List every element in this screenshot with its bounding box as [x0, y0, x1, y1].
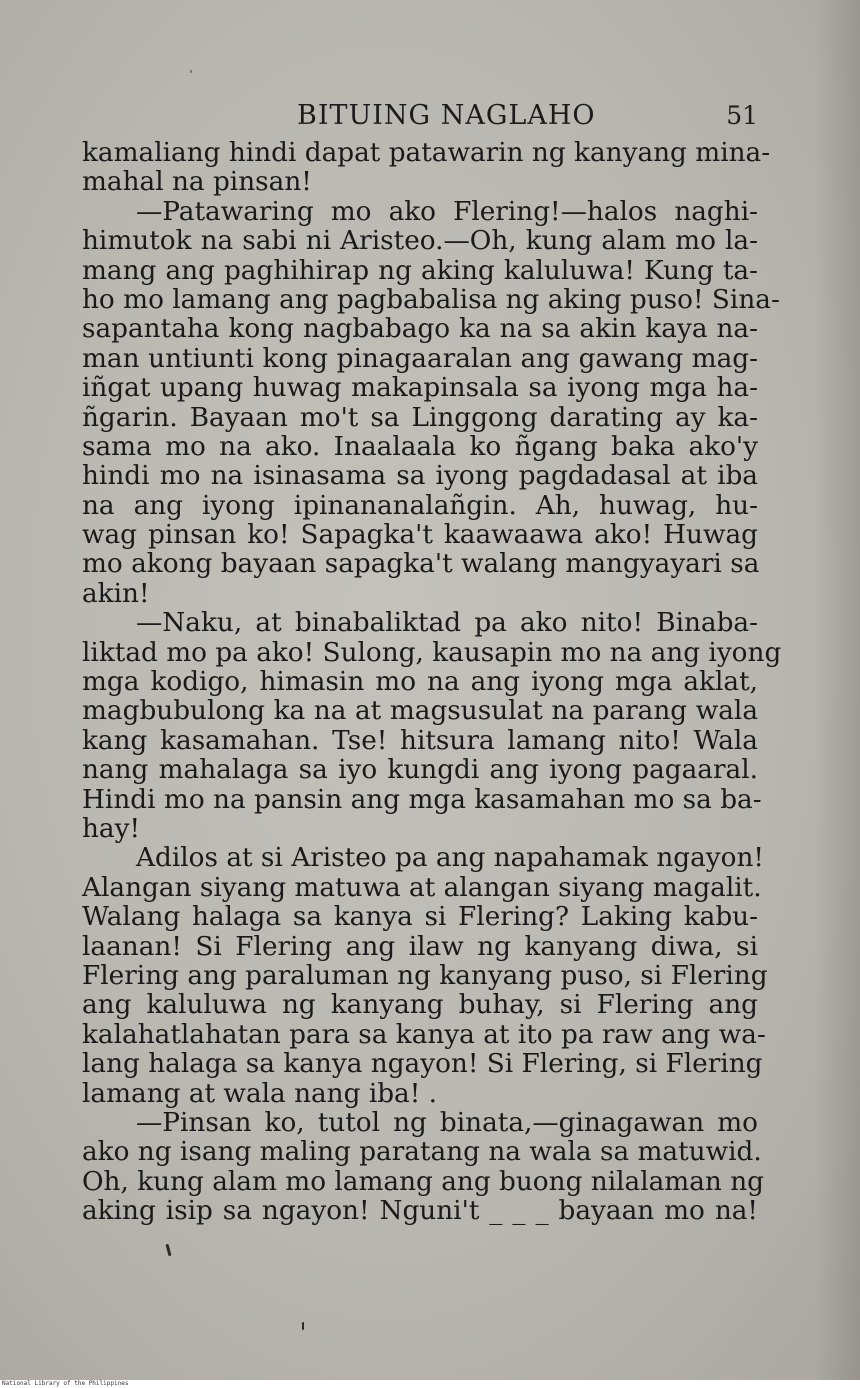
text-line: mang ang paghihirap ng aking kaluluwa! Kung ta-: [82, 255, 758, 286]
text-line: Alangan siyang matuwa at alangan siyang magalit.: [82, 872, 762, 903]
text-line: iñgat upang huwag makapinsala sa iyong mga ha-: [82, 373, 758, 404]
text-line: ako ng isang maling paratang na wala sa matuwid.: [82, 1137, 762, 1168]
ink-speck: [165, 1244, 171, 1256]
text-line: sama mo na ako. Inaalaala ko ñgang baka ako'y: [82, 431, 758, 462]
text-line: kang kasamahan. Tse! hitsura lamang nito! Wala: [82, 725, 758, 756]
page-number: 51: [726, 101, 758, 130]
text-line: laanan! Si Flering ang ilaw ng kanyang diwa, si: [82, 931, 758, 962]
text-line: magbubulong ka na at magsusulat na parang wala: [82, 696, 758, 727]
text-line: ang kaluluwa ng kanyang buhay, si Flering ang: [82, 990, 758, 1021]
ink-speck: [302, 1322, 304, 1330]
text-line: kamaliang hindi dapat patawarin ng kanyang mina-: [82, 138, 771, 168]
text-line: Walang halaga sa kanya si Flering? Laking kabu-: [82, 902, 758, 933]
text-line: —Patawaring mo ako Flering!—halos naghi-: [136, 196, 758, 227]
text-line: mo akong bayaan sapagka't walang mangyayari sa: [82, 549, 760, 580]
text-line: na ang iyong ipinananalañgin. Ah, huwag, hu-: [82, 490, 758, 521]
text-line: man untiunti kong pinagaaralan ang gawang mag-: [82, 343, 758, 374]
text-line: Oh, kung alam mo lamang ang buong nilalaman ng: [82, 1166, 764, 1197]
text-line: ñgarin. Bayaan mo't sa Linggong darating ay ka-: [82, 402, 758, 433]
text-line: hay!: [82, 813, 141, 844]
text-line: wag pinsan ko! Sapagka't kaawaawa ako! Huwag: [82, 520, 758, 551]
book-title-header: BITUING NAGLAHO: [297, 100, 596, 131]
text-line: ho mo lamang ang pagbabalisa ng aking puso! Sina-: [82, 284, 780, 315]
text-line: Flering ang paraluman ng kanyang puso, si Flering: [82, 960, 768, 991]
text-line: nang mahalaga sa iyo kungdi ang iyong pagaaral.: [82, 755, 758, 786]
ink-speck: [190, 70, 192, 73]
running-head: [82, 98, 758, 134]
text-line: liktad mo pa ako! Sulong, kausapin mo na ang iyong: [82, 637, 782, 668]
text-line: —Naku, at binabaliktad pa ako nito! Binaba-: [136, 608, 758, 639]
text-line: —Pinsan ko, tutol ng binata,—ginagawan mo: [136, 1107, 758, 1138]
body-text: [82, 138, 782, 1227]
text-line: lang halaga sa kanya ngayon! Si Flering, si Flering: [82, 1049, 763, 1080]
text-line: himutok na sabi ni Aristeo.—Oh, kung alam mo la-: [82, 226, 758, 257]
text-line: lamang at wala nang iba! .: [82, 1078, 438, 1109]
text-line: mahal na pinsan!: [82, 167, 312, 198]
text-line: Hindi mo na pansin ang mga kasamahan mo sa ba-: [82, 784, 762, 815]
text-line: mga kodigo, himasin mo na ang iyong mga aklat,: [82, 667, 758, 698]
page-edge-shadow: [814, 0, 860, 1382]
library-credit: National Library of the Philippines: [0, 1380, 860, 1388]
text-line: hindi mo na isinasama sa iyong pagdadasal at iba: [82, 461, 758, 492]
text-line: Adilos at si Aristeo pa ang napahamak ngayon!: [136, 843, 764, 874]
text-line: aking isip sa ngayon! Nguni't _ _ _ bayaan mo na!: [82, 1196, 758, 1227]
text-line: akin!: [82, 578, 150, 609]
text-line: kalahatlahatan para sa kanya at ito pa raw ang wa-: [82, 1019, 766, 1050]
text-line: sapantaha kong nagbabago ka na sa akin kaya na-: [82, 314, 758, 345]
